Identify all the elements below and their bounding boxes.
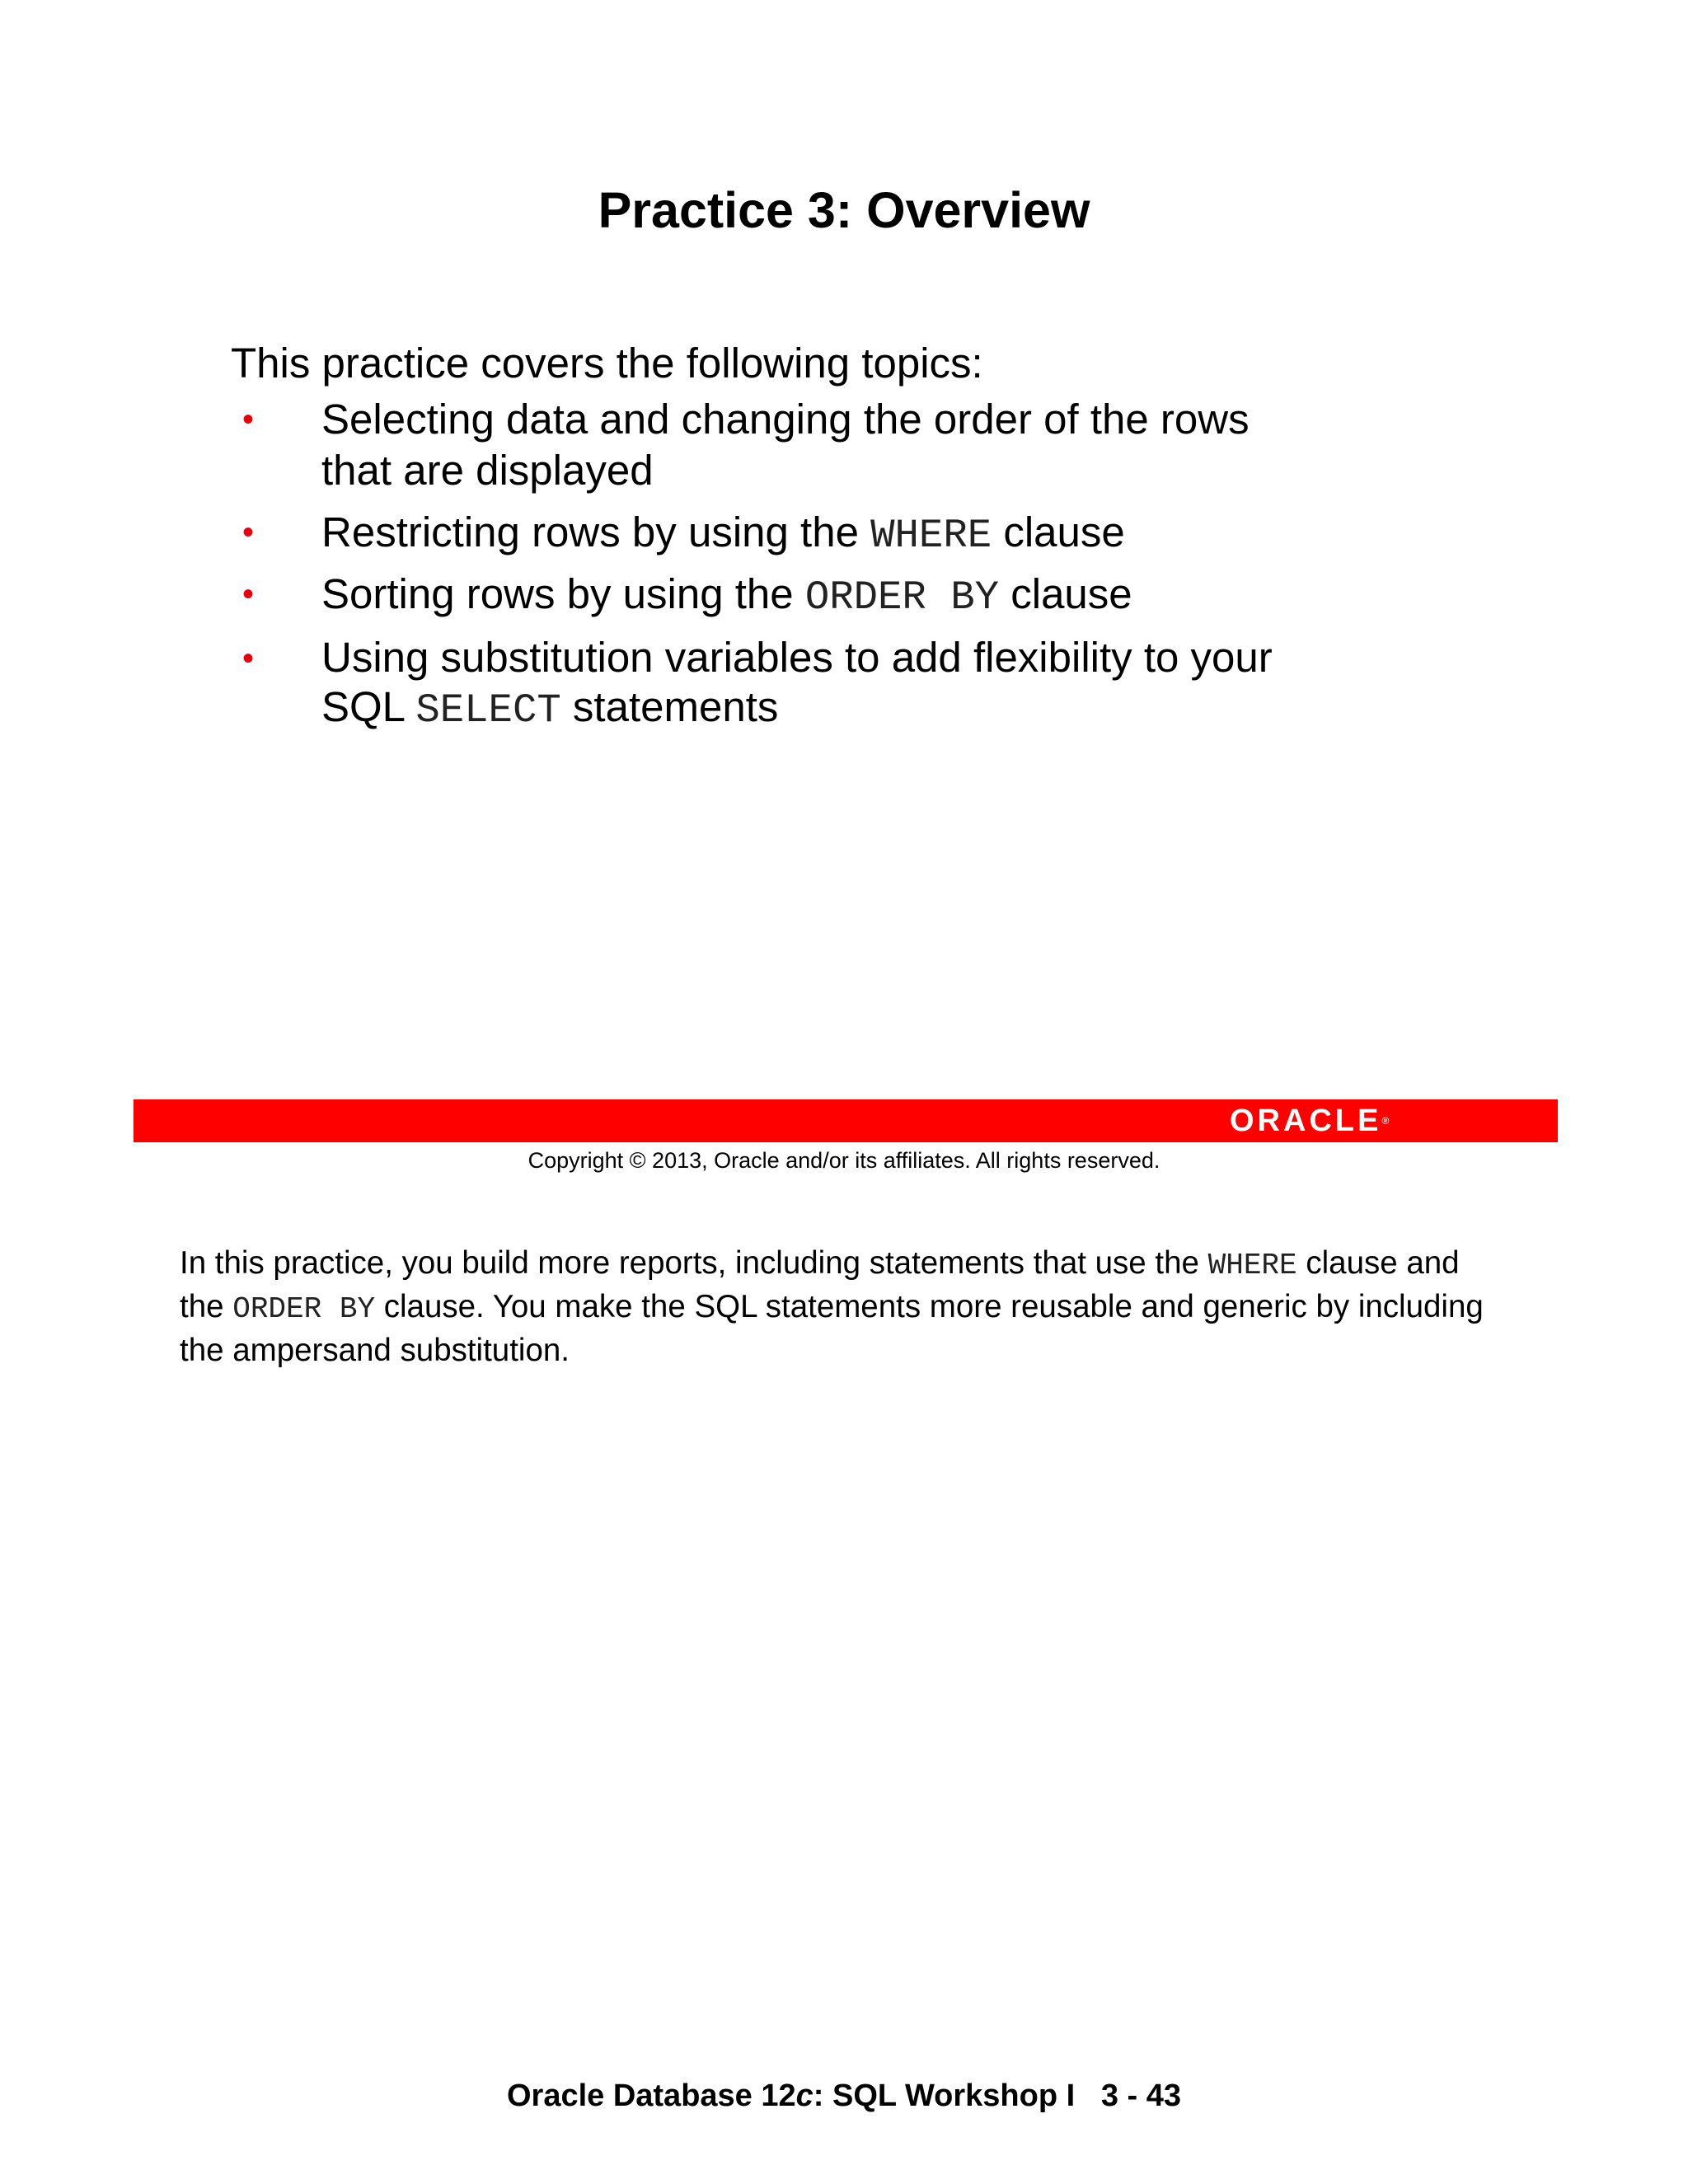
code-keyword: SELECT: [415, 687, 561, 733]
topic-text: statements: [560, 683, 779, 730]
copyright-text: Copyright © 2013, Oracle and/or its affiliates. All rights reserved.: [528, 1148, 1160, 1173]
code-keyword: ORDER BY: [232, 1292, 376, 1326]
topic-text: clause: [992, 509, 1125, 555]
oracle-brand-bar: [134, 1099, 1558, 1142]
bullet-icon: •: [242, 640, 255, 677]
code-keyword: WHERE: [870, 513, 992, 559]
topic-text: that are displayed: [321, 447, 654, 494]
topic-text: clause: [999, 570, 1132, 617]
oracle-logo: ORACLE®: [1230, 1104, 1390, 1138]
code-keyword: WHERE: [1207, 1249, 1297, 1282]
notes-text: clause. You make the SQL statements more reusable and generic by including: [375, 1289, 1484, 1324]
code-keyword: ORDER BY: [804, 574, 1000, 621]
intro-text: This practice covers the following topics:: [231, 340, 983, 387]
slide-title: Practice 3: Overview: [598, 182, 1090, 238]
topic-text: Using substitution variables to add flexibility to your: [321, 634, 1273, 681]
notes-paragraph: [180, 1243, 1540, 1371]
bullet-icon: •: [242, 576, 255, 612]
topic-text: Selecting data and changing the order of the rows: [321, 396, 1250, 443]
notes-text: the: [180, 1289, 233, 1324]
page-footer: Oracle Database 12c: SQL Workshop I 3 - 43: [506, 2079, 1182, 2113]
topic-text: Restricting rows by using the: [321, 509, 871, 555]
notes-text: In this practice, you build more reports, including statements that use the: [180, 1245, 1208, 1281]
bullet-icon: •: [242, 401, 255, 438]
topic-text: SQL: [321, 683, 416, 730]
topic-text: Sorting rows by using the: [321, 570, 805, 617]
notes-text: clause and: [1296, 1245, 1460, 1281]
bullet-icon: •: [242, 514, 255, 551]
notes-text: the ampersand substitution.: [180, 1333, 570, 1368]
